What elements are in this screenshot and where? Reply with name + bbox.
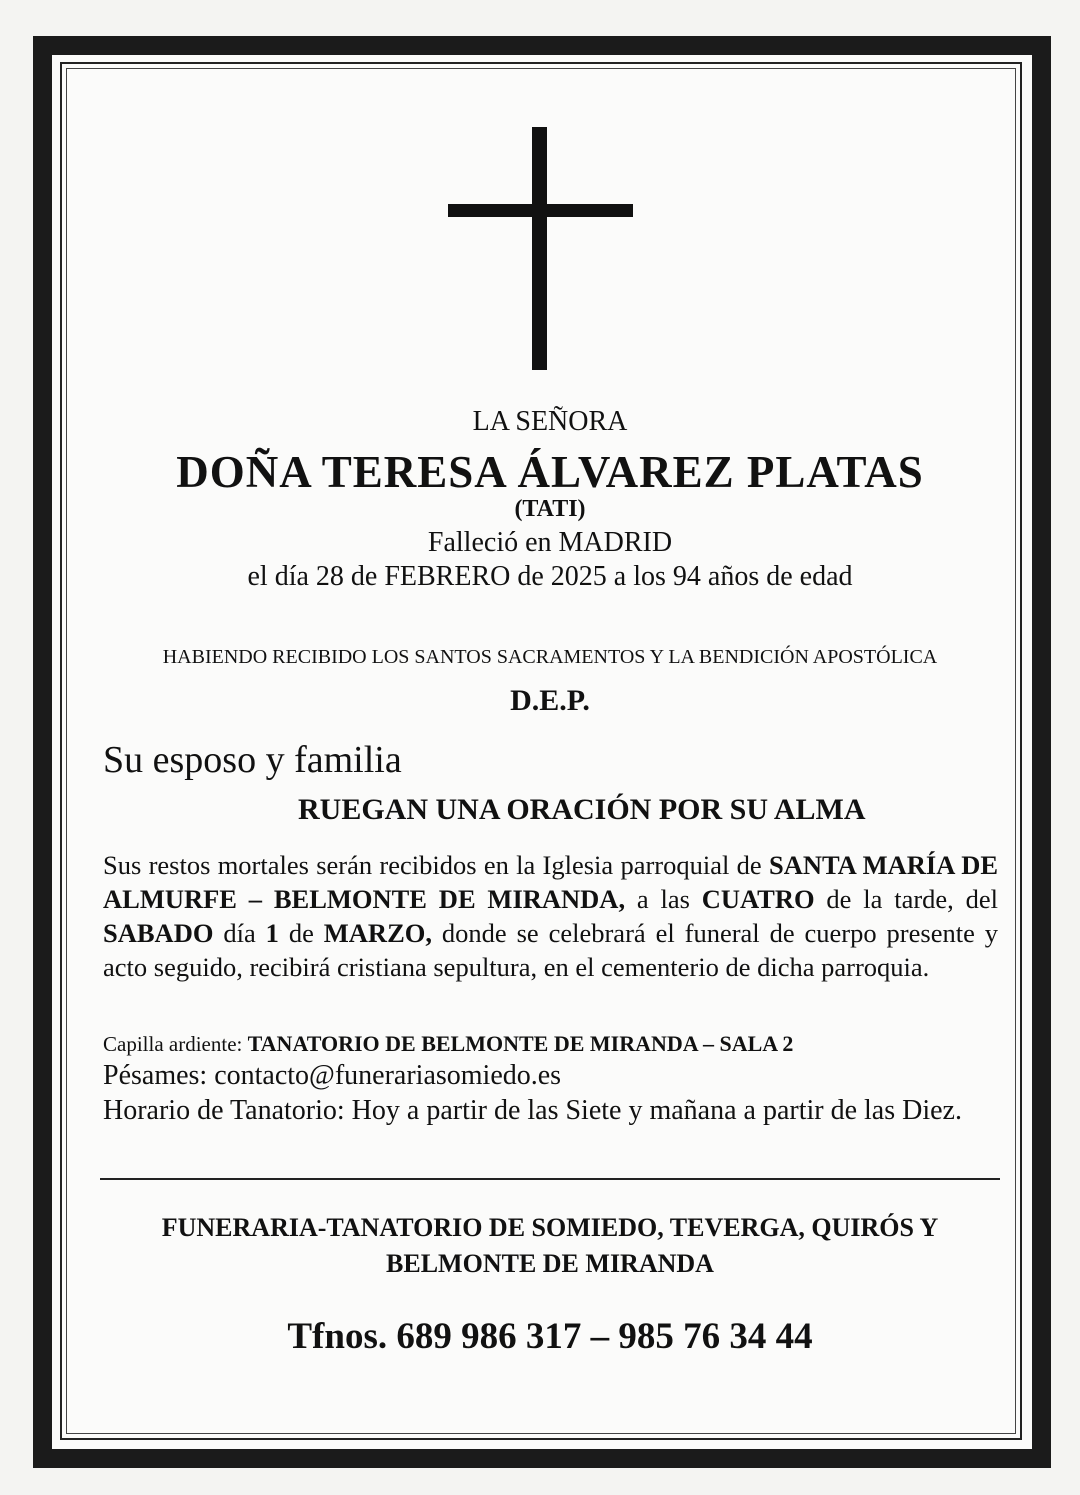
ceremony-weekday: SABADO xyxy=(103,918,214,948)
title-prefix: LA SEÑORA xyxy=(472,406,628,437)
ceremony-day: 1 xyxy=(265,918,279,948)
dep-label: D.E.P. xyxy=(510,684,590,717)
deceased-name: DOÑA TERESA ÁLVAREZ PLATAS xyxy=(176,447,924,497)
funeral-home-line-2: BELMONTE DE MIRANDA xyxy=(386,1249,714,1278)
remains-text-4: día xyxy=(213,918,266,948)
remains-text-6: donde se celebrará el funeral de cuerpo presente y acto seguido, recibirá cristiana sepultura, en el cementerio de dicha parroquia. xyxy=(103,918,998,982)
remains-paragraph xyxy=(103,848,998,984)
section-divider xyxy=(100,1178,1000,1180)
sacraments-line: HABIENDO RECIBIDO LOS SANTOS SACRAMENTOS Y LA BENDICIÓN APOSTÓLICA xyxy=(162,646,938,668)
ceremony-month: MARZO, xyxy=(323,918,432,948)
hours-line: Horario de Tanatorio: Hoy a partir de las Siete y mañana a partir de las Diez. xyxy=(103,1095,962,1126)
death-date: el día 28 de FEBRERO de 2025 a los 94 años de edad xyxy=(247,561,853,592)
funeral-home xyxy=(100,1210,1000,1282)
ceremony-time: CUATRO xyxy=(701,884,815,914)
chapel-value: TANATORIO DE BELMONTE DE MIRANDA – SALA 2 xyxy=(247,1031,794,1056)
funeral-home-line-1: FUNERARIA-TANATORIO DE SOMIEDO, TEVERGA, QUIRÓS Y xyxy=(161,1213,939,1242)
death-place: Falleció en MADRID xyxy=(427,527,673,558)
family-line: Su esposo y familia xyxy=(103,739,402,781)
church-name: SANTA MARÍA DE ALMURFE – BELMONTE DE MIRANDA, xyxy=(103,850,999,914)
condolences-line: Pésames: contacto@funerariasomiedo.es xyxy=(103,1060,562,1091)
prayer-line: RUEGAN UNA ORACIÓN POR SU ALMA xyxy=(298,793,866,826)
cross-horizontal-bar xyxy=(448,204,633,217)
remains-text-2: a las xyxy=(625,884,702,914)
chapel-label: Capilla ardiente: xyxy=(103,1032,248,1056)
remains-text-3: de la tarde, del xyxy=(814,884,998,914)
phone-numbers: Tfnos. 689 986 317 – 985 76 34 44 xyxy=(287,1316,813,1357)
remains-text-5: de xyxy=(278,918,324,948)
remains-text-1: Sus restos mortales serán recibidos en la Iglesia parroquial de xyxy=(103,850,769,880)
cross-vertical-bar xyxy=(532,127,547,370)
deceased-nickname: (TATI) xyxy=(514,496,586,522)
chapel-line xyxy=(103,1031,793,1057)
